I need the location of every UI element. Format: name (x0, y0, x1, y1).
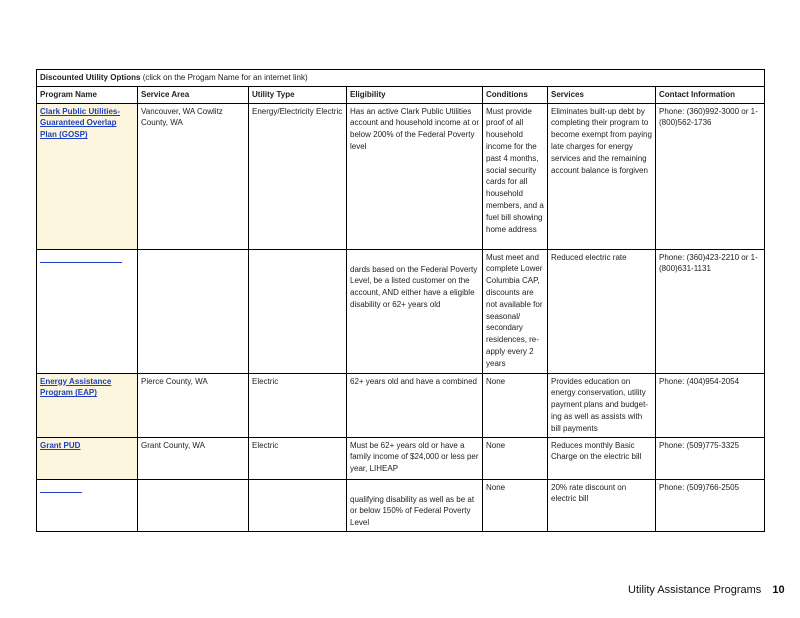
table-row (37, 249, 765, 373)
service-area-cell: Pierce County, WA (138, 373, 249, 437)
service-area-cell (138, 479, 249, 531)
header-utility-type: Utility Type (249, 86, 347, 103)
table-title-row (37, 70, 765, 87)
contact-cell: Phone: (360)423-2210 or 1-(800)631-1131 (656, 249, 765, 373)
program-link-blank[interactable] (40, 482, 82, 493)
service-area-cell: Grant County, WA (138, 437, 249, 479)
conditions-cell: Must provide proof of all household income for the past 4 months, social security cards for all household members, and a fuel bill showing home address (483, 103, 548, 249)
utility-type-cell (249, 249, 347, 373)
header-contact-information: Contact Information (656, 86, 765, 103)
program-cell (37, 437, 138, 479)
services-cell: Provides education on energy conservation, utility payment plans and budget- ing as well as assists with bill payments (548, 373, 656, 437)
header-service-area: Service Area (138, 86, 249, 103)
header-eligibility: Eligibility (347, 86, 483, 103)
contact-cell: Phone: (360)992-3000 or 1-(800)562-1736 (656, 103, 765, 249)
conditions-cell: None (483, 437, 548, 479)
eligibility-cell: 62+ years old and have a combined (347, 373, 483, 437)
service-area-cell (138, 249, 249, 373)
contact-cell: Phone: (509)766-2505 (656, 479, 765, 531)
services-cell: 20% rate discount on electric bill (548, 479, 656, 531)
program-cell (37, 479, 138, 531)
header-services: Services (548, 86, 656, 103)
conditions-cell: None (483, 479, 548, 531)
program-link-blank[interactable] (40, 252, 122, 263)
contact-cell: Phone: (404)954-2054 (656, 373, 765, 437)
services-cell: Reduced electric rate (548, 249, 656, 373)
services-cell: Reduces monthly Basic Charge on the electric bill (548, 437, 656, 479)
program-cell (37, 373, 138, 437)
table-row (37, 103, 765, 249)
table-title-cell (37, 70, 765, 87)
table-header-row (37, 86, 765, 103)
page-footer (628, 584, 785, 596)
utility-options-table (36, 69, 765, 532)
header-conditions: Conditions (483, 86, 548, 103)
program-link-clark-public-utilities[interactable]: Clark Public Utilities- Guaranteed Overlap Plan (GOSP) (40, 106, 121, 140)
table-row (37, 479, 765, 531)
conditions-cell: None (483, 373, 548, 437)
table-row (37, 373, 765, 437)
utility-type-cell: Energy/Electricity Electric (249, 103, 347, 249)
eligibility-text: dards based on the Federal Poverty Level, be a listed customer on the account, AND either have a eligible disability or 62+ years old (350, 264, 478, 309)
service-area-cell: Vancouver, WA Cowlitz County, WA (138, 103, 249, 249)
page-number: 10 (772, 584, 785, 596)
footer-title: Utility Assistance Programs (628, 584, 762, 596)
eligibility-cell (347, 479, 483, 531)
eligibility-cell: Must be 62+ years old or have a family income of $24,000 or less per year, LIHEAP (347, 437, 483, 479)
program-cell (37, 103, 138, 249)
header-program-name: Program Name (37, 86, 138, 103)
table-title: Discounted Utility Options (40, 73, 141, 82)
contact-cell: Phone: (509)775-3325 (656, 437, 765, 479)
program-link-grant-pud[interactable]: Grant PUD (40, 440, 81, 450)
services-cell: Eliminates built-up debt by completing their program to become exempt from paying late charges for energy services and the remaining account balance is forgiven (548, 103, 656, 249)
eligibility-text: qualifying disability as well as be at or below 150% of Federal Poverty Level (350, 494, 475, 528)
utility-type-cell: Electric (249, 437, 347, 479)
utility-type-cell: Electric (249, 373, 347, 437)
table-row (37, 437, 765, 479)
eligibility-cell (347, 249, 483, 373)
program-link-energy-assistance[interactable]: Energy Assistance Program (EAP) (40, 376, 112, 398)
table-title-note: (click on the Progam Name for an internet link) (142, 73, 308, 82)
eligibility-cell: Has an active Clark Public Utilities account and household income at or below 200% of the Federal Poverty level (347, 103, 483, 249)
program-cell (37, 249, 138, 373)
utility-type-cell (249, 479, 347, 531)
conditions-cell: Must meet and complete Lower Columbia CAP, discounts are not available for seasonal/ secondary residences, re-apply every 2 years (483, 249, 548, 373)
